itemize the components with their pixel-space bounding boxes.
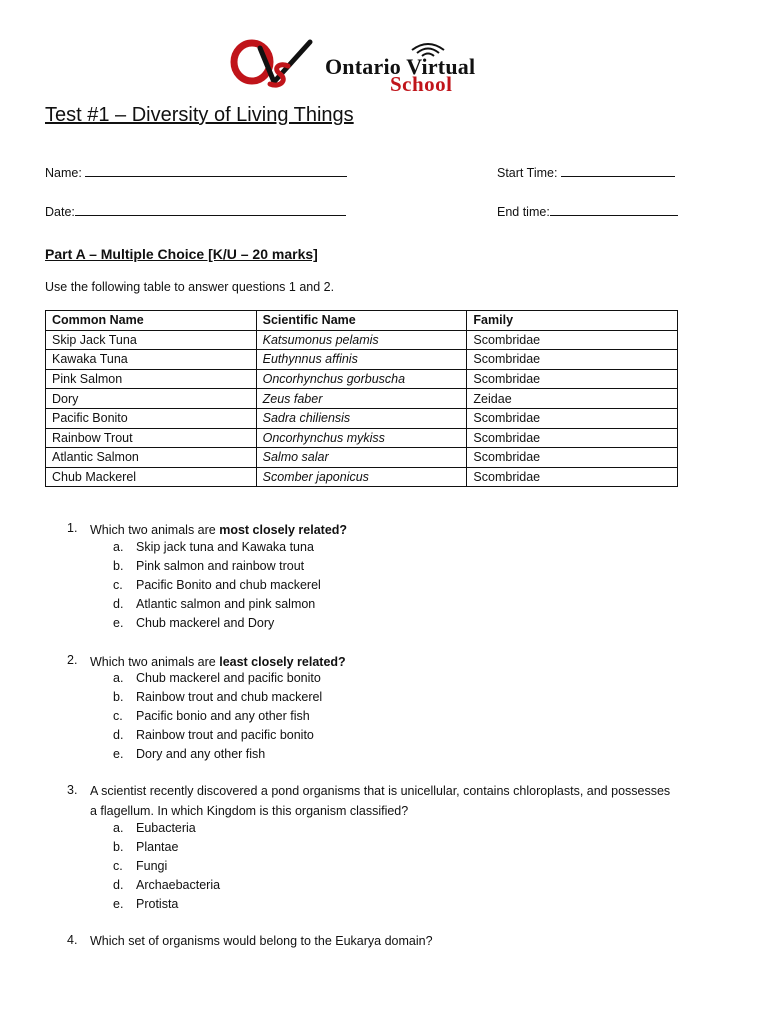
option-text: Pacific Bonito and chub mackerel	[136, 578, 321, 592]
question-text	[90, 653, 680, 673]
common-name-cell: Chub Mackerel	[46, 467, 257, 487]
date-label: Date:	[45, 205, 75, 219]
table-row	[46, 428, 678, 448]
col-header-family: Family	[467, 311, 678, 331]
logo-text-school: School	[390, 72, 453, 96]
family-cell: Scombridae	[467, 467, 678, 487]
family-cell: Scombridae	[467, 369, 678, 389]
table-row	[46, 330, 678, 350]
option-letter: c.	[113, 709, 123, 723]
option-letter: c.	[113, 578, 123, 592]
common-name-cell: Skip Jack Tuna	[46, 330, 257, 350]
common-name-cell: Pink Salmon	[46, 369, 257, 389]
col-header-scientific-name: Scientific Name	[256, 311, 467, 331]
family-cell: Zeidae	[467, 389, 678, 409]
scientific-name-cell: Oncorhynchus mykiss	[256, 428, 467, 448]
family-cell: Scombridae	[467, 428, 678, 448]
common-name-cell: Dory	[46, 389, 257, 409]
option-text: Pacific bonio and any other fish	[136, 709, 310, 723]
option-text: Dory and any other fish	[136, 747, 266, 761]
question-text: A scientist recently discovered a pond organisms that is unicellular, contains chloroplasts, and possesses a flagellum. In which Kingdom is this organism classified?	[90, 784, 671, 818]
question-number: 2.	[67, 653, 78, 667]
question-number: 3.	[67, 783, 78, 797]
table-instructions: Use the following table to answer questions 1 and 2.	[45, 280, 335, 294]
option-text: Skip jack tuna and Kawaka tuna	[136, 540, 314, 554]
table-row	[46, 369, 678, 389]
scientific-name-cell: Oncorhynchus gorbuscha	[256, 369, 467, 389]
start-time-field[interactable]	[497, 166, 675, 180]
option-letter: d.	[113, 728, 124, 742]
scientific-name-cell: Euthynnus affinis	[256, 350, 467, 370]
start-time-label: Start Time:	[497, 166, 558, 180]
start-time-blank[interactable]	[561, 166, 675, 177]
option-text: Chub mackerel and Dory	[136, 616, 275, 630]
option-text: Plantae	[136, 840, 179, 854]
end-time-label: End time:	[497, 205, 550, 219]
name-field[interactable]	[45, 166, 347, 180]
question-emphasis: least closely related?	[219, 655, 346, 669]
option-letter: e.	[113, 616, 124, 630]
option-text: Eubacteria	[136, 821, 196, 835]
question-number: 1.	[67, 521, 78, 535]
table-row	[46, 389, 678, 409]
col-header-common-name: Common Name	[46, 311, 257, 331]
question-text	[90, 521, 680, 541]
option-letter: c.	[113, 859, 123, 873]
table-row	[46, 408, 678, 428]
logo-text-ontario-virtual: Ontario Virtual	[325, 54, 476, 79]
family-cell: Scombridae	[467, 448, 678, 468]
family-cell: Scombridae	[467, 330, 678, 350]
common-name-cell: Rainbow Trout	[46, 428, 257, 448]
option-text: Archaebacteria	[136, 878, 221, 892]
fish-classification-table	[45, 310, 678, 487]
option-letter: e.	[113, 747, 124, 761]
option-text: Rainbow trout and pacific bonito	[136, 728, 314, 742]
end-time-field[interactable]	[497, 205, 678, 219]
end-time-blank[interactable]	[550, 205, 678, 216]
option-text: Pink salmon and rainbow trout	[136, 559, 305, 573]
option-letter: b.	[113, 690, 124, 704]
page-title: Test #1 – Diversity of Living Things	[45, 104, 354, 126]
option-letter: a.	[113, 821, 124, 835]
option-text: Fungi	[136, 859, 168, 873]
option-letter: e.	[113, 897, 124, 911]
option-letter: d.	[113, 878, 124, 892]
scientific-name-cell: Sadra chiliensis	[256, 408, 467, 428]
option-letter: a.	[113, 671, 124, 685]
question-prompt: Which two animals are	[90, 523, 220, 537]
table-row	[46, 467, 678, 487]
question-prompt: Which two animals are	[90, 655, 220, 669]
ovs-logo-icon	[230, 36, 330, 94]
common-name-cell: Kawaka Tuna	[46, 350, 257, 370]
date-blank[interactable]	[75, 205, 346, 216]
date-field[interactable]	[45, 205, 346, 219]
family-cell: Scombridae	[467, 408, 678, 428]
scientific-name-cell: Katsumonus pelamis	[256, 330, 467, 350]
scientific-name-cell: Salmo salar	[256, 448, 467, 468]
table-header-row	[46, 311, 678, 331]
family-cell: Scombridae	[467, 350, 678, 370]
scientific-name-cell: Zeus faber	[256, 389, 467, 409]
option-letter: d.	[113, 597, 124, 611]
table-row	[46, 448, 678, 468]
name-label: Name:	[45, 166, 82, 180]
scientific-name-cell: Scomber japonicus	[256, 467, 467, 487]
option-text: Protista	[136, 897, 179, 911]
section-heading: Part A – Multiple Choice [K/U – 20 marks]	[45, 246, 318, 262]
name-blank[interactable]	[85, 166, 347, 177]
school-logo	[230, 36, 570, 94]
question-text: Which set of organisms would belong to the Eukarya domain?	[90, 934, 433, 948]
option-letter: b.	[113, 559, 124, 573]
option-text: Chub mackerel and pacific bonito	[136, 671, 321, 685]
table-row	[46, 350, 678, 370]
option-letter: b.	[113, 840, 124, 854]
common-name-cell: Atlantic Salmon	[46, 448, 257, 468]
option-text: Atlantic salmon and pink salmon	[136, 597, 316, 611]
question-number: 4.	[67, 933, 78, 947]
question-emphasis: most closely related?	[219, 523, 348, 537]
common-name-cell: Pacific Bonito	[46, 408, 257, 428]
option-letter: a.	[113, 540, 124, 554]
option-text: Rainbow trout and chub mackerel	[136, 690, 323, 704]
